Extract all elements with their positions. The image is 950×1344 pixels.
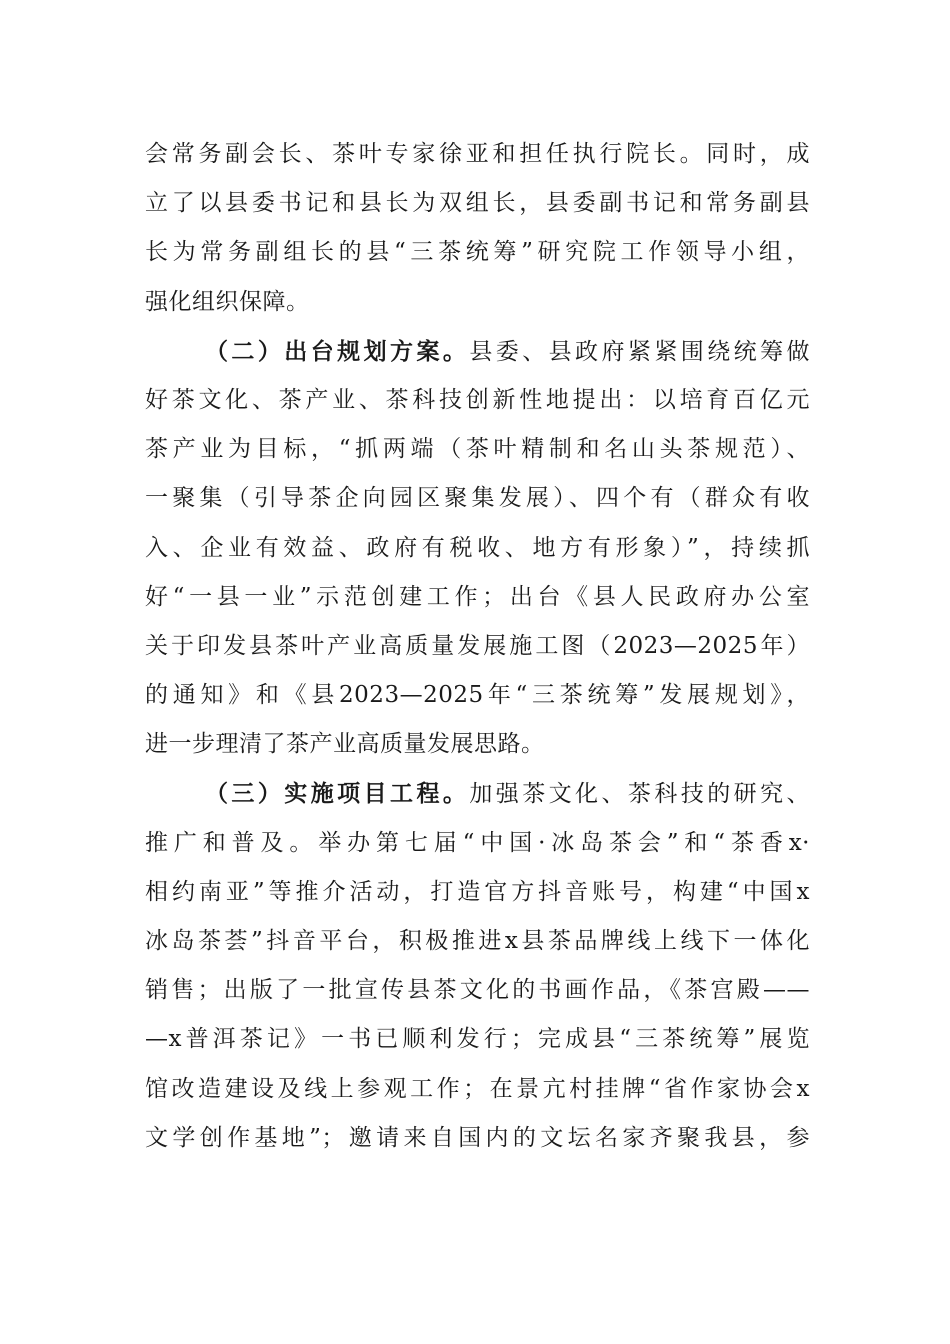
- section-heading-line: [145, 769, 810, 818]
- line-text: 的通知》和《县2023—2025年“三茶统筹”发展规划》，: [145, 682, 810, 709]
- line-text: 会常务副会长、茶叶专家徐亚和担任执行院长。同时，成: [145, 141, 810, 167]
- text-line: [145, 573, 810, 622]
- line-text: 销售；出版了一批宣传县茶文化的书画作品，《茶宫殿——: [145, 977, 810, 1004]
- line-text: 文学创作基地”；邀请来自国内的文坛名家齐聚我县，参: [145, 1124, 810, 1151]
- text-line: [145, 966, 810, 1015]
- text-line: [145, 1015, 810, 1064]
- line-text: 推广和普及。举办第七届“中国·冰岛茶会”和“茶香x·: [145, 829, 810, 856]
- line-text: 进一步理清了茶产业高质量发展思路。: [145, 731, 545, 758]
- line-text: 好茶文化、茶产业、茶科技创新性地提出：以培育百亿元: [145, 386, 810, 413]
- text-line: [145, 524, 810, 573]
- text-line: [145, 819, 810, 868]
- line-text: 县委、县政府紧紧围绕统筹做: [469, 338, 811, 365]
- line-text: 相约南亚”等推介活动，打造官方抖音账号，构建“中国x: [145, 878, 810, 905]
- text-line: [145, 425, 810, 474]
- text-line: [145, 1114, 810, 1163]
- text-line: [145, 1065, 810, 1114]
- text-line: [145, 917, 810, 966]
- text-line: [145, 376, 810, 425]
- line-text: 茶产业为目标，“抓两端（茶叶精制和名山头茶规范）、: [145, 436, 810, 463]
- line-text: 立了以县委书记和县长为双组长，县委副书记和常务副县: [145, 190, 810, 217]
- section-heading: （三）实施项目工程。: [205, 780, 470, 808]
- line-text: 馆改造建设及线上参观工作；在景亢村挂牌“省作家协会x: [145, 1075, 810, 1102]
- line-text: 加强茶文化、茶科技的研究、: [469, 781, 811, 808]
- text-line: [145, 474, 810, 523]
- line-text: 好“一县一业”示范创建工作；出台《县人民政府办公室: [145, 583, 810, 610]
- line-text: 入、企业有效益、政府有税收、地方有形象）”，持续抓: [145, 534, 810, 561]
- line-text: 冰岛茶荟”抖音平台，积极推进x县茶品牌线上线下一体化: [145, 928, 810, 954]
- text-line: [145, 130, 810, 179]
- line-text: —x普洱茶记》一书已顺利发行；完成县“三茶统筹”展览: [145, 1026, 810, 1053]
- text-line: [145, 278, 810, 327]
- line-text: 关于印发县茶叶产业高质量发展施工图（2023—2025年）: [145, 632, 810, 659]
- section-heading-line: [145, 327, 810, 376]
- text-line: [145, 179, 810, 228]
- text-line: [145, 671, 810, 720]
- text-line: [145, 228, 810, 277]
- text-line: [145, 622, 810, 671]
- line-text: 强化组织保障。: [145, 288, 310, 315]
- line-text: 一聚集（引导茶企向园区聚集发展）、四个有（群众有收: [145, 485, 810, 512]
- line-text: 长为常务副组长的县“三茶统筹”研究院工作领导小组，: [145, 239, 810, 266]
- text-line: [145, 868, 810, 917]
- section-heading: （二）出台规划方案。: [205, 337, 470, 365]
- text-line: [145, 720, 810, 769]
- body-text: [145, 130, 810, 1163]
